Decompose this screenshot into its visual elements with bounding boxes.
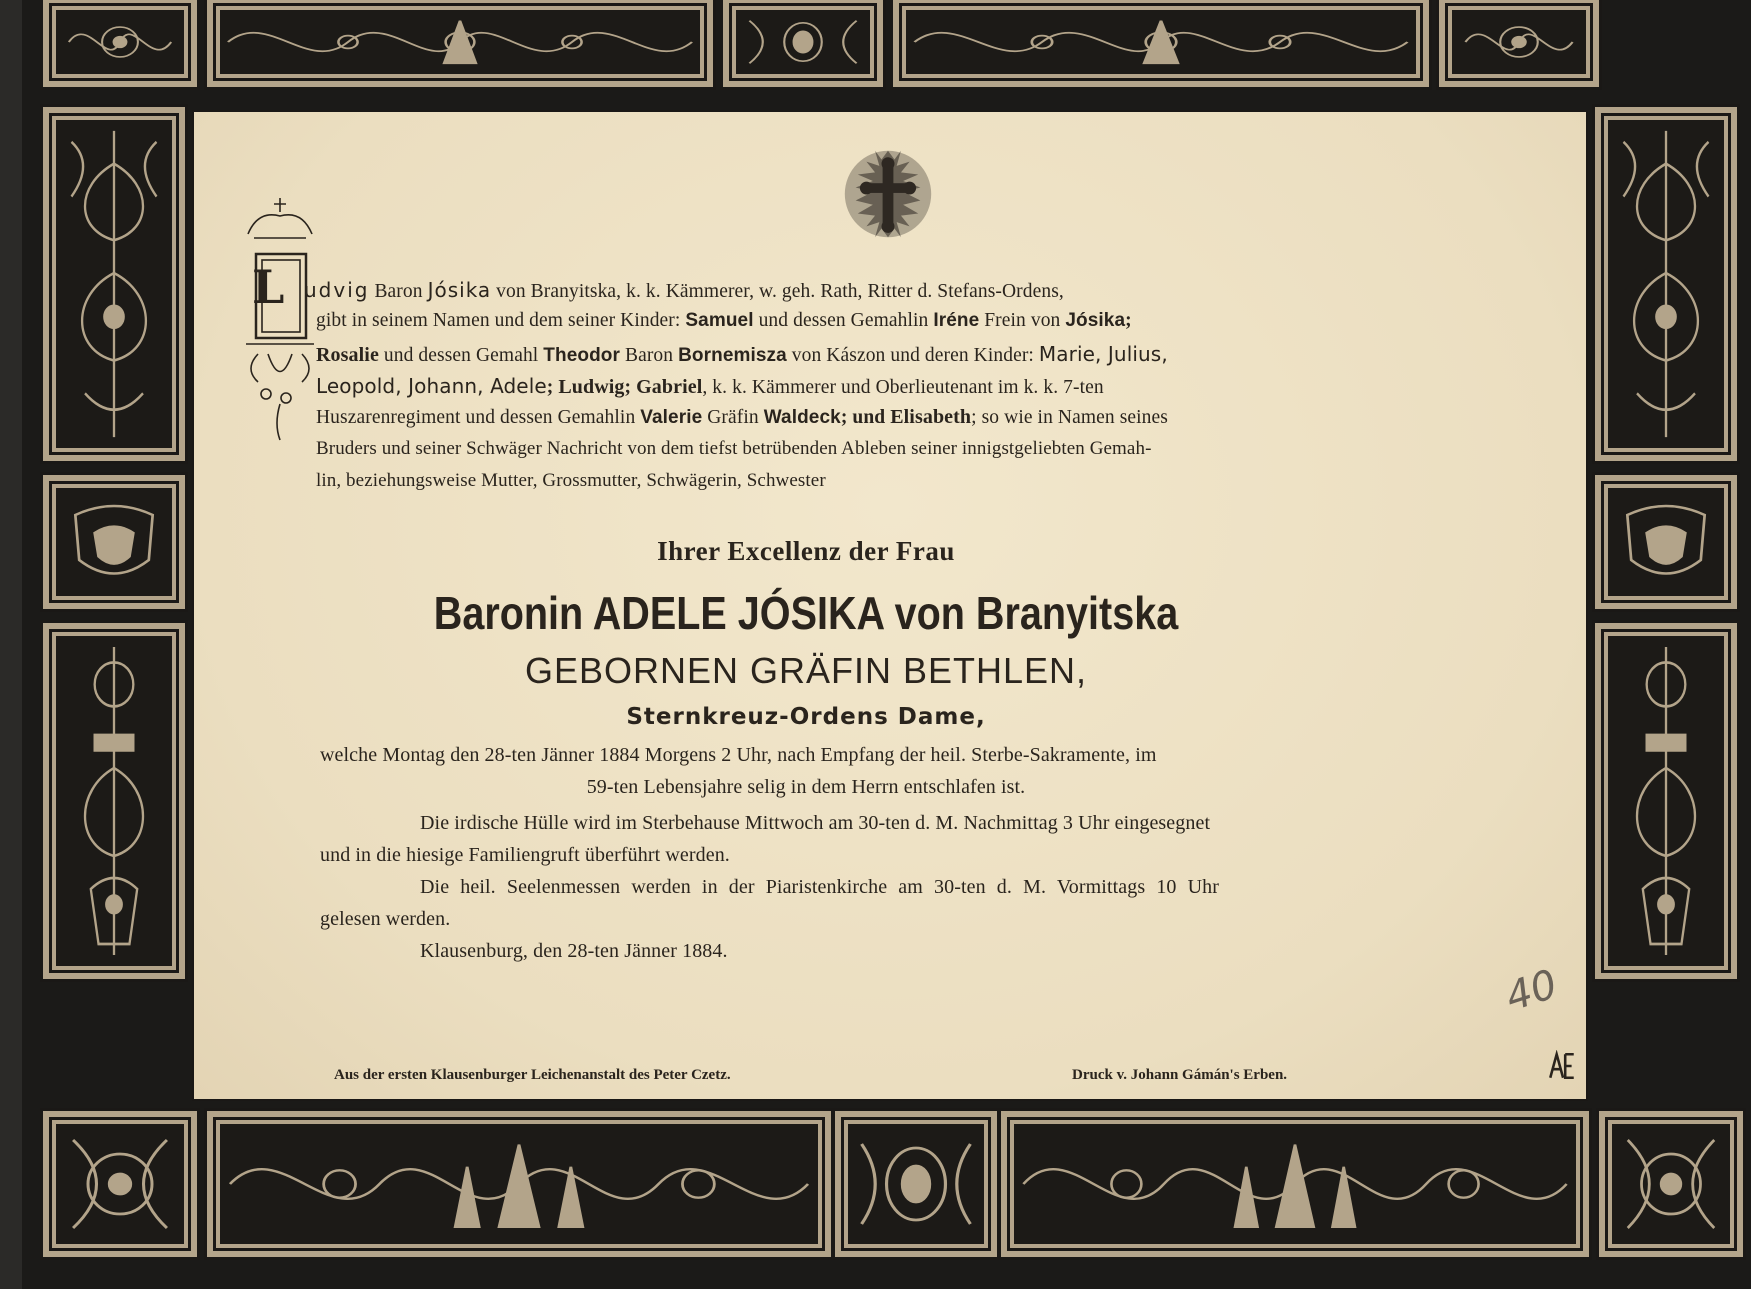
name: Samuel — [685, 310, 754, 331]
text: ; — [1125, 310, 1132, 331]
name: Valerie — [640, 407, 703, 428]
heading-name: Baronin ADELE JÓSIKA von Branyitska — [433, 587, 1179, 639]
para4-line2: gelesen werden. — [320, 908, 451, 930]
name: Elisabeth — [890, 406, 972, 428]
para1-line7: lin, beziehungsweise Mutter, Grossmutter, Schwägerin, Schwester — [316, 470, 826, 491]
border-panel-right-1 — [1592, 104, 1740, 464]
place-date: Klausenburg, den 28-ten Jänner 1884. — [420, 940, 728, 962]
text: gibt in seinem Namen und dem seiner Kinder: — [316, 310, 686, 331]
name: Gabriel — [636, 376, 703, 398]
notice-paper — [194, 112, 1586, 1099]
heading-excellency: Ihrer Excellenz der Frau — [657, 536, 955, 566]
border-panel-left-3 — [40, 620, 188, 982]
para2-line2: 59-ten Lebensjahre selig in dem Herrn entschlafen ist. — [586, 776, 1026, 798]
text: Frein von — [979, 310, 1066, 331]
text: ; — [624, 377, 637, 398]
name: Jósika — [1065, 310, 1126, 331]
handwritten-note: 40 — [1500, 961, 1563, 1021]
para1-line4 — [316, 374, 1104, 399]
border-panel-bottom-left — [40, 1108, 200, 1260]
surname: Jósika — [427, 278, 492, 302]
text: Baron — [369, 281, 428, 302]
para1-line1 — [304, 278, 1064, 303]
para1-line2 — [316, 310, 1132, 332]
text: ; und — [840, 407, 891, 428]
para3-line1: Die irdische Hülle wird im Sterbehause Mittwoch am 30-ten d. M. Nachmittag 3 Uhr eingesegnet — [420, 812, 1211, 834]
name: Theodor — [543, 345, 620, 366]
border-panel-bottom-right — [1596, 1108, 1746, 1260]
para1-line5 — [316, 406, 1168, 429]
printer-monogram-icon — [1546, 1050, 1578, 1082]
first-word: udvig — [304, 278, 370, 302]
border-panel-right-2 — [1592, 472, 1740, 612]
text: Baron — [620, 345, 679, 366]
border-panel-top-2 — [890, 0, 1432, 90]
name: Marie, Julius, — [1038, 342, 1168, 366]
footer-left: Aus der ersten Klausenburger Leichenanstalt des Peter Czetz. — [334, 1067, 731, 1083]
text: von Kászon und deren Kinder: — [786, 345, 1039, 366]
ornamental-cross-icon — [834, 140, 942, 248]
border-panel-left-2 — [40, 472, 188, 612]
border-panel-top-1 — [204, 0, 716, 90]
border-panel-top-right — [1436, 0, 1602, 90]
border-panel-bottom-center — [832, 1108, 1000, 1260]
text: ; so wie in Namen seines — [971, 407, 1168, 428]
para1-line6: Bruders und seiner Schwäger Nachricht von dem tiefst betrübenden Ableben seiner innigstgeliebten Gemah- — [316, 438, 1152, 459]
heading-born: GEBORNEN GRÄFIN BETHLEN, — [524, 650, 1088, 691]
border-panel-bottom-1 — [204, 1108, 834, 1260]
text: , k. k. Kämmerer und Oberlieutenant im k. k. 7-ten — [702, 377, 1104, 398]
decorative-initial-letter: L — [252, 260, 285, 314]
para4-line1: Die heil. Seelenmessen werden in der Piaristenkirche am 30-ten d. M. Vormittags 10 Uhr — [420, 876, 1220, 898]
text: Huszarenregiment und dessen Gemahlin — [316, 407, 641, 428]
footer-right: Druck v. Johann Gámán's Erben. — [1072, 1067, 1288, 1083]
decorative-initial-icon — [238, 194, 322, 444]
name: Leopold, Johann, Adele — [316, 374, 547, 398]
para1-line3 — [316, 342, 1168, 367]
name: Bornemisza — [678, 345, 787, 366]
mourning-notice-sheet — [22, 0, 1751, 1289]
text: und dessen Gemahl — [378, 345, 544, 366]
border-panel-left-1 — [40, 104, 188, 464]
border-panel-bottom-2 — [998, 1108, 1592, 1260]
border-panel-top-center — [720, 0, 886, 90]
text: ; — [546, 377, 559, 398]
name: Iréne — [933, 310, 980, 331]
para2-line1: welche Montag den 28-ten Jänner 1884 Morgens 2 Uhr, nach Empfang der heil. Sterbe-Sakramente, im — [320, 744, 1157, 766]
name: Rosalie — [316, 344, 379, 366]
text: und dessen Gemahlin — [753, 310, 934, 331]
border-panel-right-3 — [1592, 620, 1740, 982]
para3-line2: und in die hiesige Familiengruft überführt werden. — [320, 844, 730, 866]
text: Gräfin — [702, 407, 764, 428]
heading-order: Sternkreuz-Ordens Dame, — [626, 704, 986, 730]
name: Ludwig — [558, 376, 625, 398]
name: Waldeck — [763, 407, 841, 428]
border-panel-top-left — [40, 0, 200, 90]
text: von Branyitska, k. k. Kämmerer, w. geh. Rath, Ritter d. Stefans-Ordens, — [491, 281, 1064, 302]
